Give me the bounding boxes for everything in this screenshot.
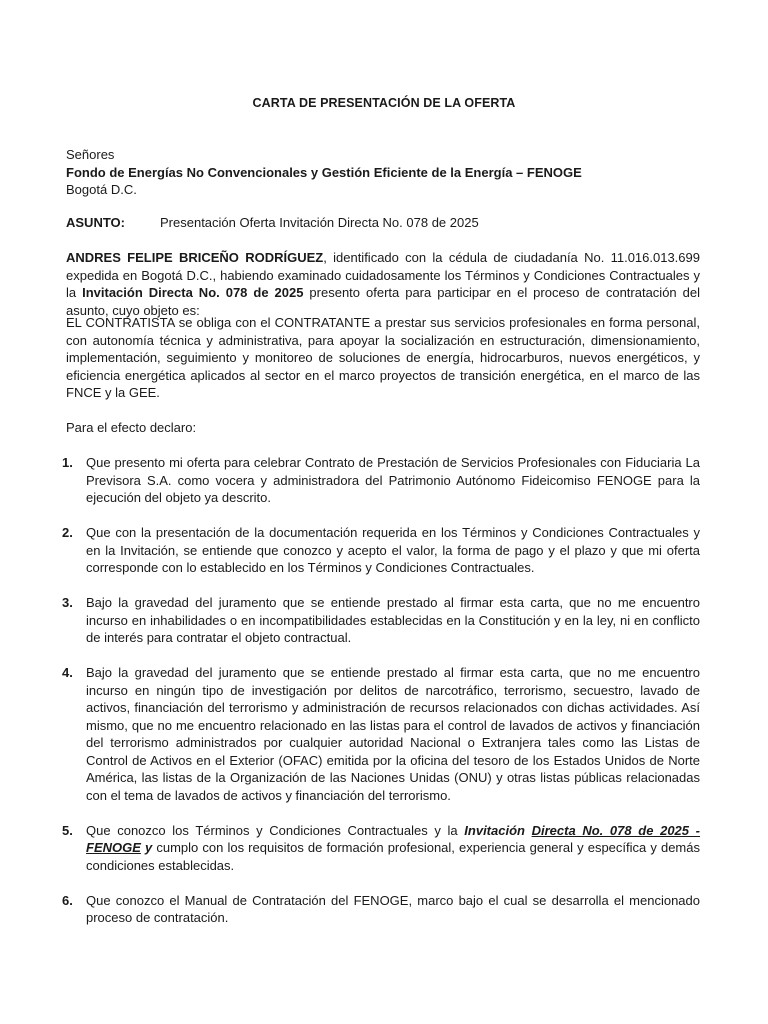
item-number: 1. [62, 455, 73, 470]
item-number: 6. [62, 892, 73, 908]
list-item [62, 822, 700, 875]
list-item [62, 594, 700, 647]
item-text: Bajo la gravedad del juramento que se entiende prestado al firmar esta carta, que no me encuentro incurso en inhabilidades o en incompatibilidades establecidas en la Constitución y en la ley, ni en conflicto de interés para contratar el objeto contractual. [86, 595, 700, 645]
list-item [62, 524, 700, 577]
intro-text-a: , identificado con la cédula de ciudadanía No. 11.016.013.699 expedida en Bogotá D.C., habiendo examinado cuidadosamente los Términos y Condiciones Contractuales y la [66, 250, 700, 300]
invitation-ref: Invitación Directa No. 078 de 2025 [82, 285, 304, 300]
item-emphasis-b: Directa No. 078 de 2025 - FENOGE [86, 822, 700, 855]
list-item [62, 664, 700, 804]
item-text-a: Que conozco los Términos y Condiciones Contractuales y la [86, 822, 465, 838]
item-number: 2. [62, 525, 73, 540]
recipient-city: Bogotá D.C. [66, 182, 137, 197]
item-text: Bajo la gravedad del juramento que se entiende prestado al firmar esta carta, que no me encuentro incurso en ningún tipo de investigación por delitos de narcotráfico, terrorismo, secuestro, lavado de activos, financiación del terrorismo y administración de recursos relacionados con dichas actividades. Así mismo, que no me encuentro relacionado en las listas para el control de lavados de activos y financiación del terrorismo administrados por cualquier autoridad Nacional o Extranjera tales como las Listas de Control de Activos en el Exterior (OFAC) emitida por la oficina del tesoro de los Estados Unidos de Norte América, las listas de la Organización de las Naciones Unidas (ONU) y otras listas públicas relacionadas con el tema de lavados de activos y financiación del terrorismo. [86, 665, 700, 803]
page-title: CARTA DE PRESENTACIÓN DE LA OFERTA [252, 96, 516, 110]
recipient-block [66, 146, 582, 199]
recipient-entity: Fondo de Energías No Convencionales y Gestión Eficiente de la Energía – FENOGE [66, 164, 582, 180]
item-emphasis-a: Invitación [464, 822, 532, 838]
declarations-list [62, 454, 700, 944]
item-text: Que con la presentación de la documentación requerida en los Términos y Condiciones Contractuales y en la Invitación, se entiende que conozco y acepto el valor, la forma de pago y el plazo y que mi oferta corresponde con lo establecido en los Términos y Condiciones Contractuales. [86, 525, 700, 575]
item-text-b: cumplo con los requisitos de formación profesional, experiencia general y específica y demás condiciones establecidas. [86, 840, 700, 873]
intro-paragraph [66, 249, 700, 319]
subject-line [66, 214, 700, 232]
subject-text: Presentación Oferta Invitación Directa No. 078 de 2025 [160, 215, 479, 230]
object-paragraph: EL CONTRATISTA se obliga con el CONTRATANTE a prestar sus servicios profesionales en forma personal, con autonomía técnica y administrativa, para apoyar la socialización en estructuración, dimensionamiento, implementación, seguimiento y monitoreo de soluciones de energía, hidrocarburos, nuevos energéticos, y eficiencia energética aplicados al sector en el marco proyectos de transición energética, en el marco de las FNCE y la GEE. [66, 315, 700, 400]
declare-line: Para el efecto declaro: [66, 420, 197, 435]
item-text: Que conozco el Manual de Contratación del FENOGE, marco bajo el cual se desarrolla el mencionado proceso de contratación. [86, 892, 700, 925]
item-number: 5. [62, 822, 73, 838]
item-number: 3. [62, 595, 73, 610]
bidder-name: ANDRES FELIPE BRICEÑO RODRÍGUEZ [66, 250, 324, 265]
item-number: 4. [62, 665, 73, 680]
list-item [62, 892, 700, 927]
item-emphasis-c: y [140, 840, 153, 855]
list-item [62, 454, 700, 507]
item-text: Que presento mi oferta para celebrar Contrato de Prestación de Servicios Profesionales con Fiduciaria La Previsora S.A. como vocera y administradora del Patrimonio Autónomo Fideicomiso FENOGE para la ejecución del objeto ya descrito. [86, 455, 700, 505]
intro-text-b: presento oferta para participar en el proceso de contratación del asunto, cuyo objeto es: [66, 285, 700, 318]
salutation: Señores [66, 147, 115, 162]
subject-label: ASUNTO: [66, 215, 125, 230]
